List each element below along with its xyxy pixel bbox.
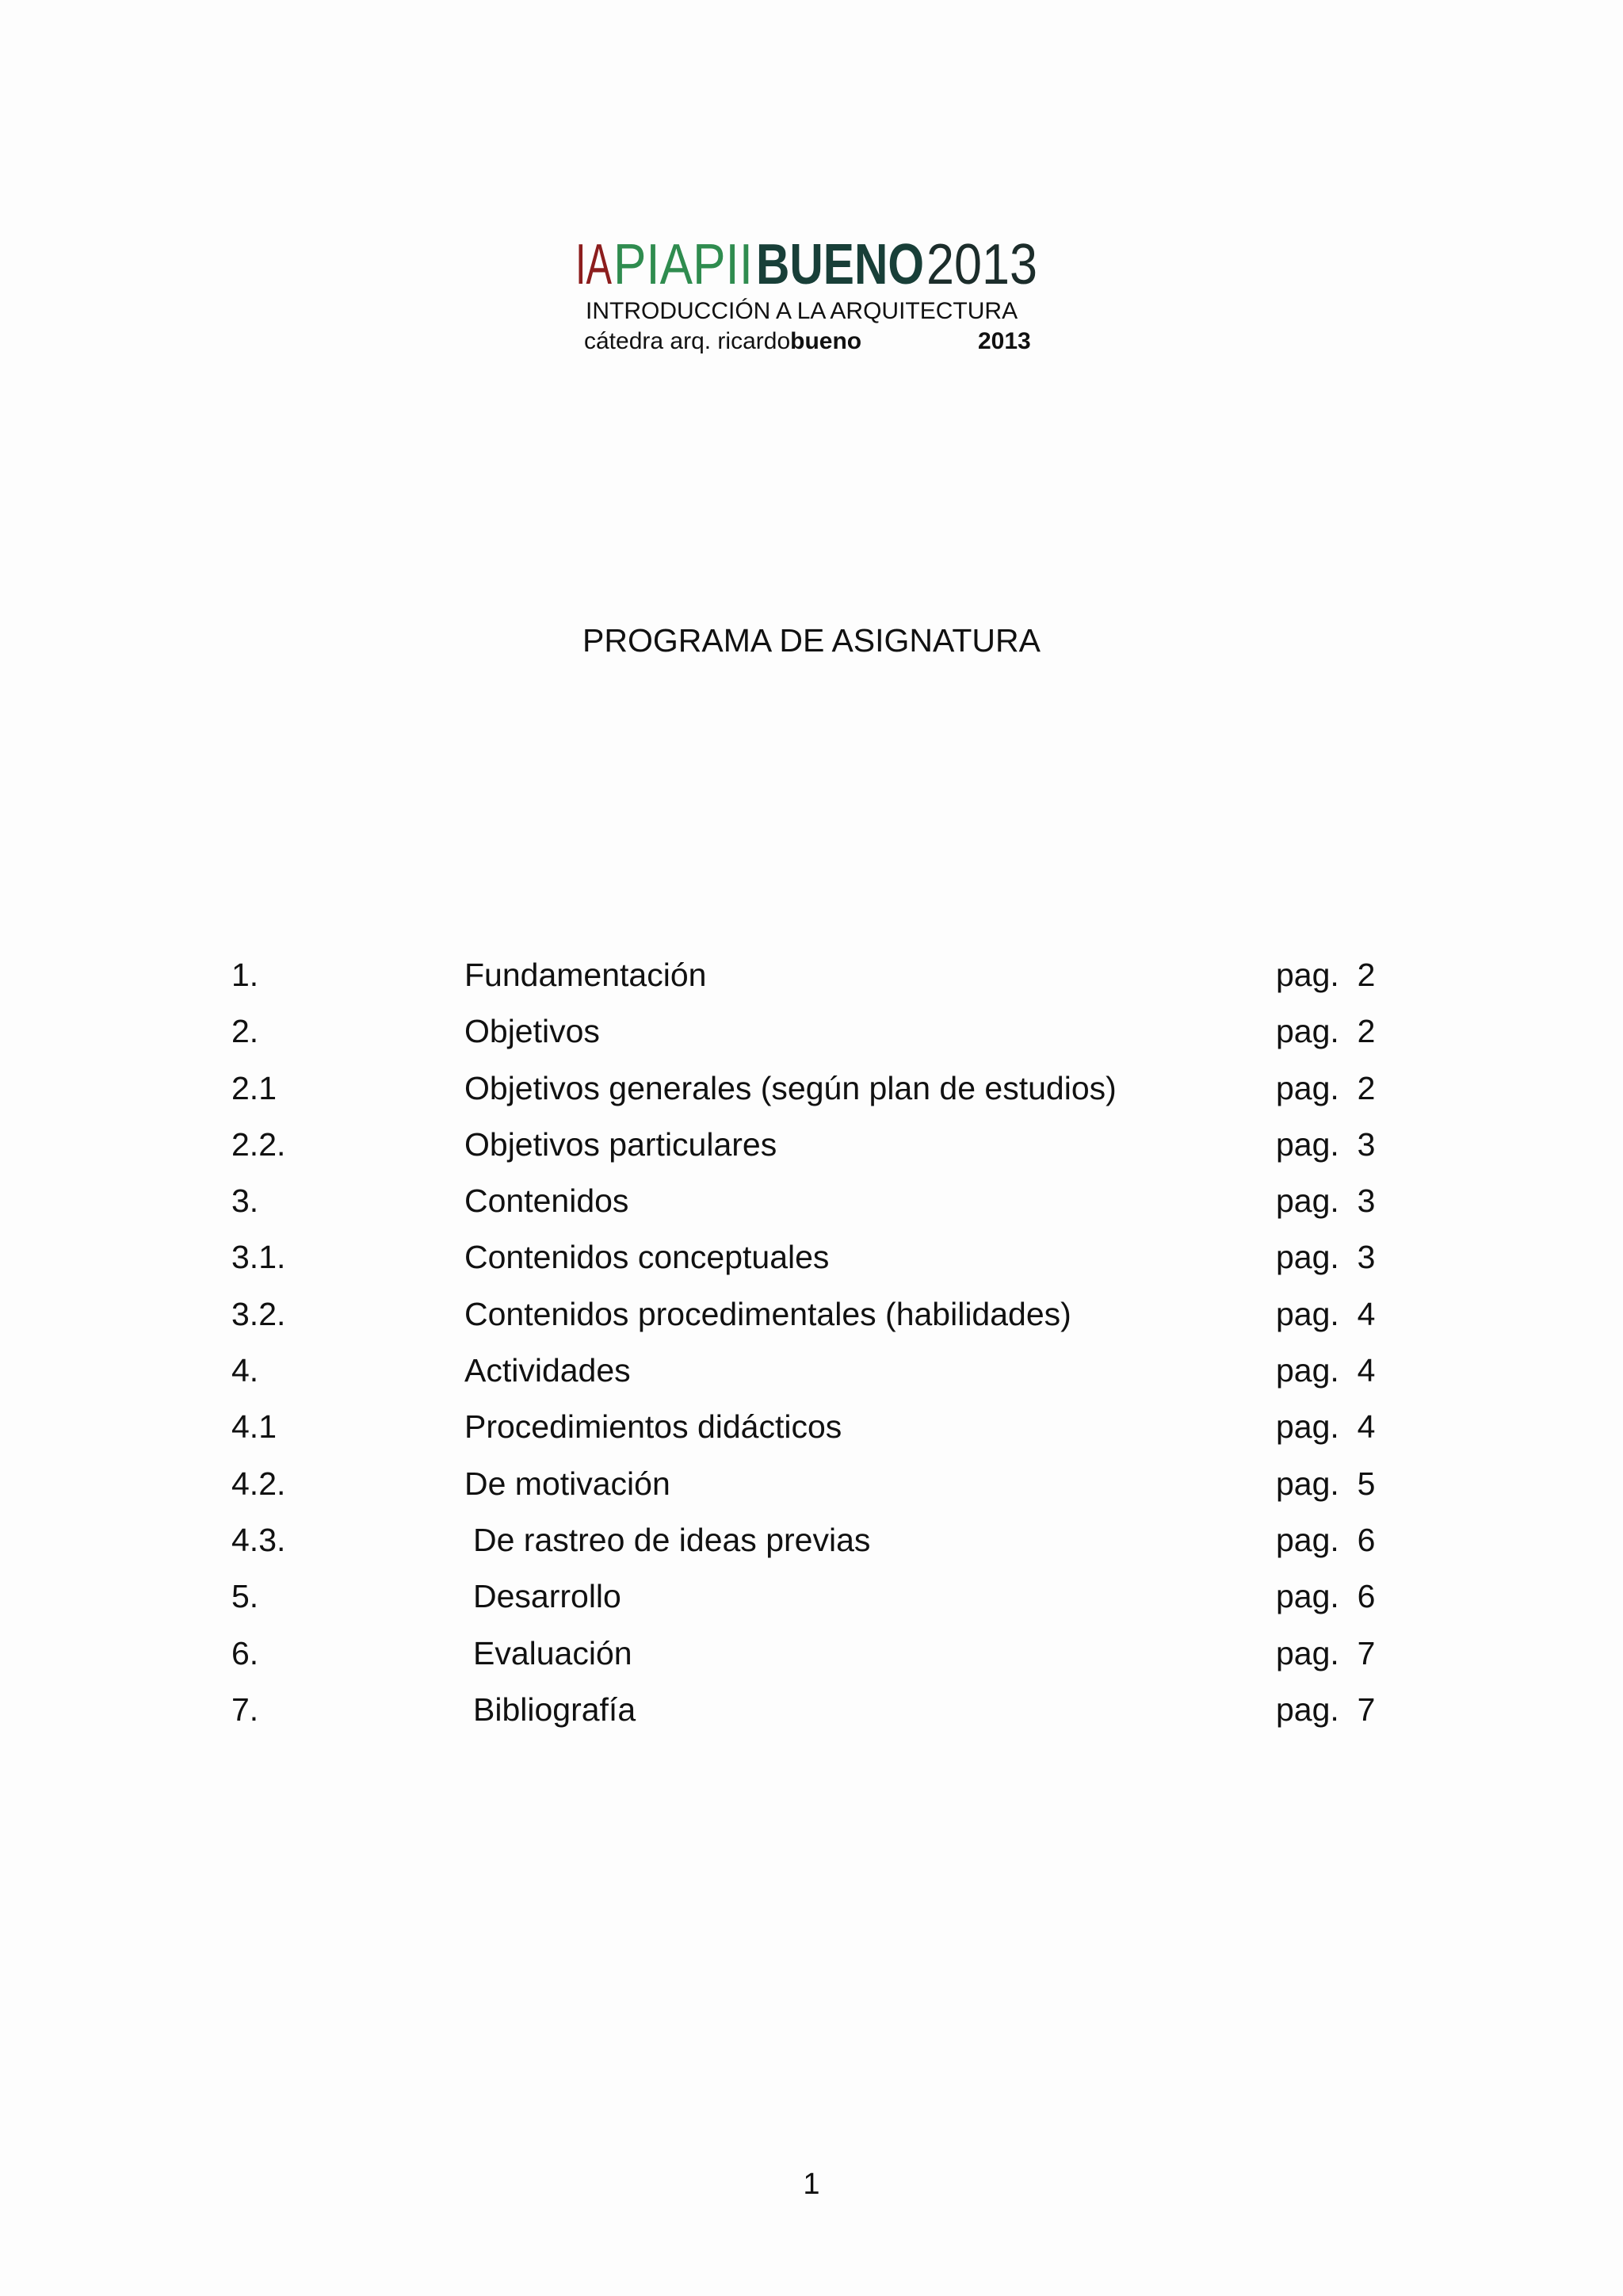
course-header	[584, 296, 1060, 357]
logo-part-ia: IA	[575, 233, 612, 296]
toc-number: 2.1	[231, 1069, 277, 1106]
toc-number: 5.	[231, 1578, 259, 1615]
toc-page-number: 6	[1357, 1578, 1376, 1615]
toc-page-ref	[1276, 1173, 1375, 1229]
toc-page-prefix: pag.	[1276, 1465, 1339, 1502]
toc-number: 2.	[231, 1013, 259, 1050]
page-number: 1	[803, 2168, 820, 2201]
toc-page-ref	[1276, 1229, 1375, 1286]
toc-number: 3.	[231, 1182, 259, 1220]
toc-title: Evaluación	[473, 1634, 632, 1671]
toc-page-prefix: pag.	[1276, 1013, 1339, 1050]
chair-line	[584, 327, 1060, 357]
toc-title: Actividades	[464, 1352, 631, 1389]
toc-row	[0, 947, 1623, 1003]
toc-page-number: 6	[1357, 1521, 1376, 1558]
toc-page-prefix: pag.	[1276, 1295, 1339, 1332]
toc-row	[0, 1003, 1623, 1060]
logo-part-piapii: PIAPII	[613, 233, 753, 296]
toc-title: Objetivos particulares	[464, 1125, 777, 1163]
toc-title: De motivación	[464, 1465, 670, 1502]
toc-page-ref	[1276, 1286, 1375, 1343]
toc-title: Contenidos procedimentales (habilidades)	[464, 1295, 1071, 1332]
toc-page-prefix: pag.	[1276, 957, 1339, 993]
toc-page-ref	[1276, 1456, 1375, 1512]
chair-prefix: cátedra arq. ricardo	[584, 328, 791, 354]
toc-number: 7.	[231, 1690, 259, 1728]
toc-page-ref	[1276, 1626, 1375, 1682]
toc-page-number: 7	[1357, 1690, 1376, 1728]
toc-page-prefix: pag.	[1276, 1239, 1339, 1276]
toc-number: 4.	[231, 1352, 259, 1389]
toc-page-prefix: pag.	[1276, 1578, 1339, 1615]
toc-page-ref	[1276, 1343, 1375, 1399]
toc-page-number: 5	[1357, 1465, 1376, 1502]
toc-page-number: 4	[1357, 1352, 1376, 1389]
toc-number: 4.1	[231, 1408, 277, 1446]
logo-part-bueno: BUENO	[756, 233, 924, 296]
logo-part-year: 2013	[926, 233, 1037, 296]
toc-page-number: 7	[1357, 1634, 1376, 1671]
toc-page-number: 2	[1357, 1013, 1376, 1050]
toc-page-ref	[1276, 1568, 1375, 1625]
toc-row	[0, 1399, 1623, 1455]
toc-page-ref	[1276, 1003, 1375, 1060]
toc-title: Contenidos conceptuales	[464, 1239, 830, 1276]
toc-title: Objetivos	[464, 1013, 600, 1050]
toc-page-prefix: pag.	[1276, 1069, 1339, 1106]
toc-page-prefix: pag.	[1276, 1690, 1339, 1728]
toc-number: 4.3.	[231, 1521, 286, 1558]
toc-page-ref	[1276, 1399, 1375, 1455]
toc-page-number: 3	[1357, 1182, 1376, 1220]
chair-surname: bueno	[790, 328, 862, 354]
toc-row	[0, 1512, 1623, 1568]
toc-page-number: 2	[1357, 957, 1376, 993]
toc-page-ref	[1276, 1117, 1375, 1173]
toc-page-prefix: pag.	[1276, 1352, 1339, 1389]
toc-page-prefix: pag.	[1276, 1408, 1339, 1446]
toc-title: Contenidos	[464, 1182, 629, 1220]
toc-row	[0, 1343, 1623, 1399]
toc-page-number: 4	[1357, 1295, 1376, 1332]
toc-number: 6.	[231, 1634, 259, 1671]
toc-row	[0, 1060, 1623, 1117]
toc-row	[0, 1286, 1623, 1343]
toc-page-number: 3	[1357, 1125, 1376, 1163]
toc-number: 3.1.	[231, 1239, 286, 1276]
toc-page-ref	[1276, 1512, 1375, 1568]
header-year: 2013	[978, 328, 1031, 354]
toc-page-prefix: pag.	[1276, 1182, 1339, 1220]
toc-number: 2.2.	[231, 1125, 286, 1163]
course-logo	[575, 233, 1043, 296]
toc-row	[0, 1456, 1623, 1512]
toc-page-number: 4	[1357, 1408, 1376, 1446]
toc-row	[0, 1682, 1623, 1738]
toc-title: Objetivos generales (según plan de estudios)	[464, 1069, 1117, 1106]
toc-page-prefix: pag.	[1276, 1634, 1339, 1671]
toc-page-number: 2	[1357, 1069, 1376, 1106]
toc-row	[0, 1173, 1623, 1229]
toc-row	[0, 1229, 1623, 1286]
toc-page-number: 3	[1357, 1239, 1376, 1276]
toc-row	[0, 1568, 1623, 1625]
course-name: INTRODUCCIÓN A LA ARQUITECTURA	[586, 298, 1018, 324]
toc-row	[0, 1626, 1623, 1682]
toc-page-prefix: pag.	[1276, 1125, 1339, 1163]
toc-row	[0, 1117, 1623, 1173]
page-title: PROGRAMA DE ASIGNATURA	[582, 622, 1041, 659]
toc-title: De rastreo de ideas previas	[473, 1521, 871, 1558]
toc-title: Procedimientos didácticos	[464, 1408, 842, 1446]
toc-page-ref	[1276, 947, 1375, 1003]
toc-number: 1.	[231, 957, 259, 993]
toc-number: 3.2.	[231, 1295, 286, 1332]
toc-title: Fundamentación	[464, 957, 707, 993]
table-of-contents	[0, 947, 1623, 1738]
toc-title: Desarrollo	[473, 1578, 621, 1615]
toc-page-ref	[1276, 1682, 1375, 1738]
toc-page-ref	[1276, 1060, 1375, 1117]
toc-number: 4.2.	[231, 1465, 286, 1502]
toc-page-prefix: pag.	[1276, 1521, 1339, 1558]
toc-title: Bibliografía	[473, 1690, 636, 1728]
